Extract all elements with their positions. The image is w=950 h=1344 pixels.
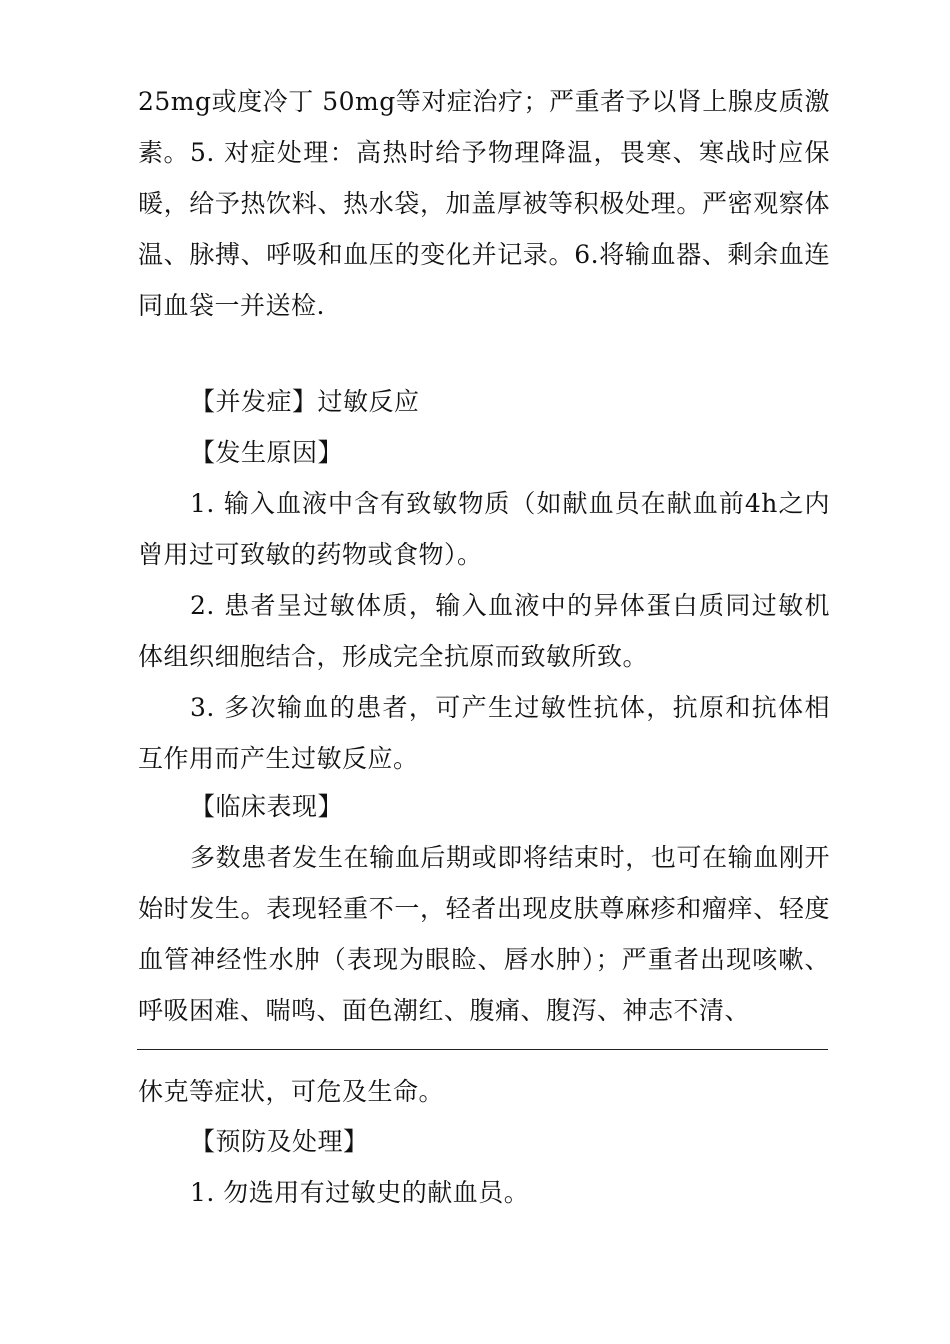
clinical-heading: 【临床表现】	[190, 792, 344, 821]
cause-item-3: 3. 多次输血的患者，可产生过敏性抗体，抗原和抗体相互作用而产生过敏反应。	[138, 693, 830, 773]
cause-item-1: 1. 输入血液中含有致敏物质（如献血员在献血前4h之内曾用过可致敏的药物或食物）。	[138, 489, 830, 569]
page-separator-line	[137, 1049, 828, 1050]
clinical-description: 多数患者发生在输血后期或即将结束时，也可在输血刚开始时发生。表现轻重不一，轻者出现皮肤尊麻疹和瘤痒、轻度血管神经性水肿（表现为眼睑、唇水肿）；严重者出现咳嗽、呼吸困难、喘鸣、面色潮红、腹痛、腹泻、神志不清、	[138, 843, 830, 1025]
paragraph-treatment-continued: 25mg或度冷丁 50mg等对症治疗；严重者予以肾上腺皮质激素。	[138, 87, 830, 167]
paragraph-symptomatic-treatment: 5. 对症处理：高热时给予物理降温，畏寒、寒战时应保暖，给予热饮料、热水袋，加盖厚被等积极处理。严密观察体温、脉搏、呼吸和血压的变化并记录。6.将输血器、剩余血连同血袋一并送检.	[138, 138, 830, 320]
clinical-description-continued: 休克等症状，可危及生命。	[138, 1077, 445, 1106]
cause-item-2: 2. 患者呈过敏体质，输入血液中的异体蛋白质同过敏机体组织细胞结合，形成完全抗原而致敏所致。	[138, 591, 830, 671]
prevention-item-1: 1. 勿选用有过敏史的献血员。	[190, 1178, 530, 1207]
complication-heading: 【并发症】过敏反应	[190, 387, 420, 416]
prevention-heading: 【预防及处理】	[190, 1127, 369, 1156]
cause-heading: 【发生原因】	[190, 438, 344, 467]
